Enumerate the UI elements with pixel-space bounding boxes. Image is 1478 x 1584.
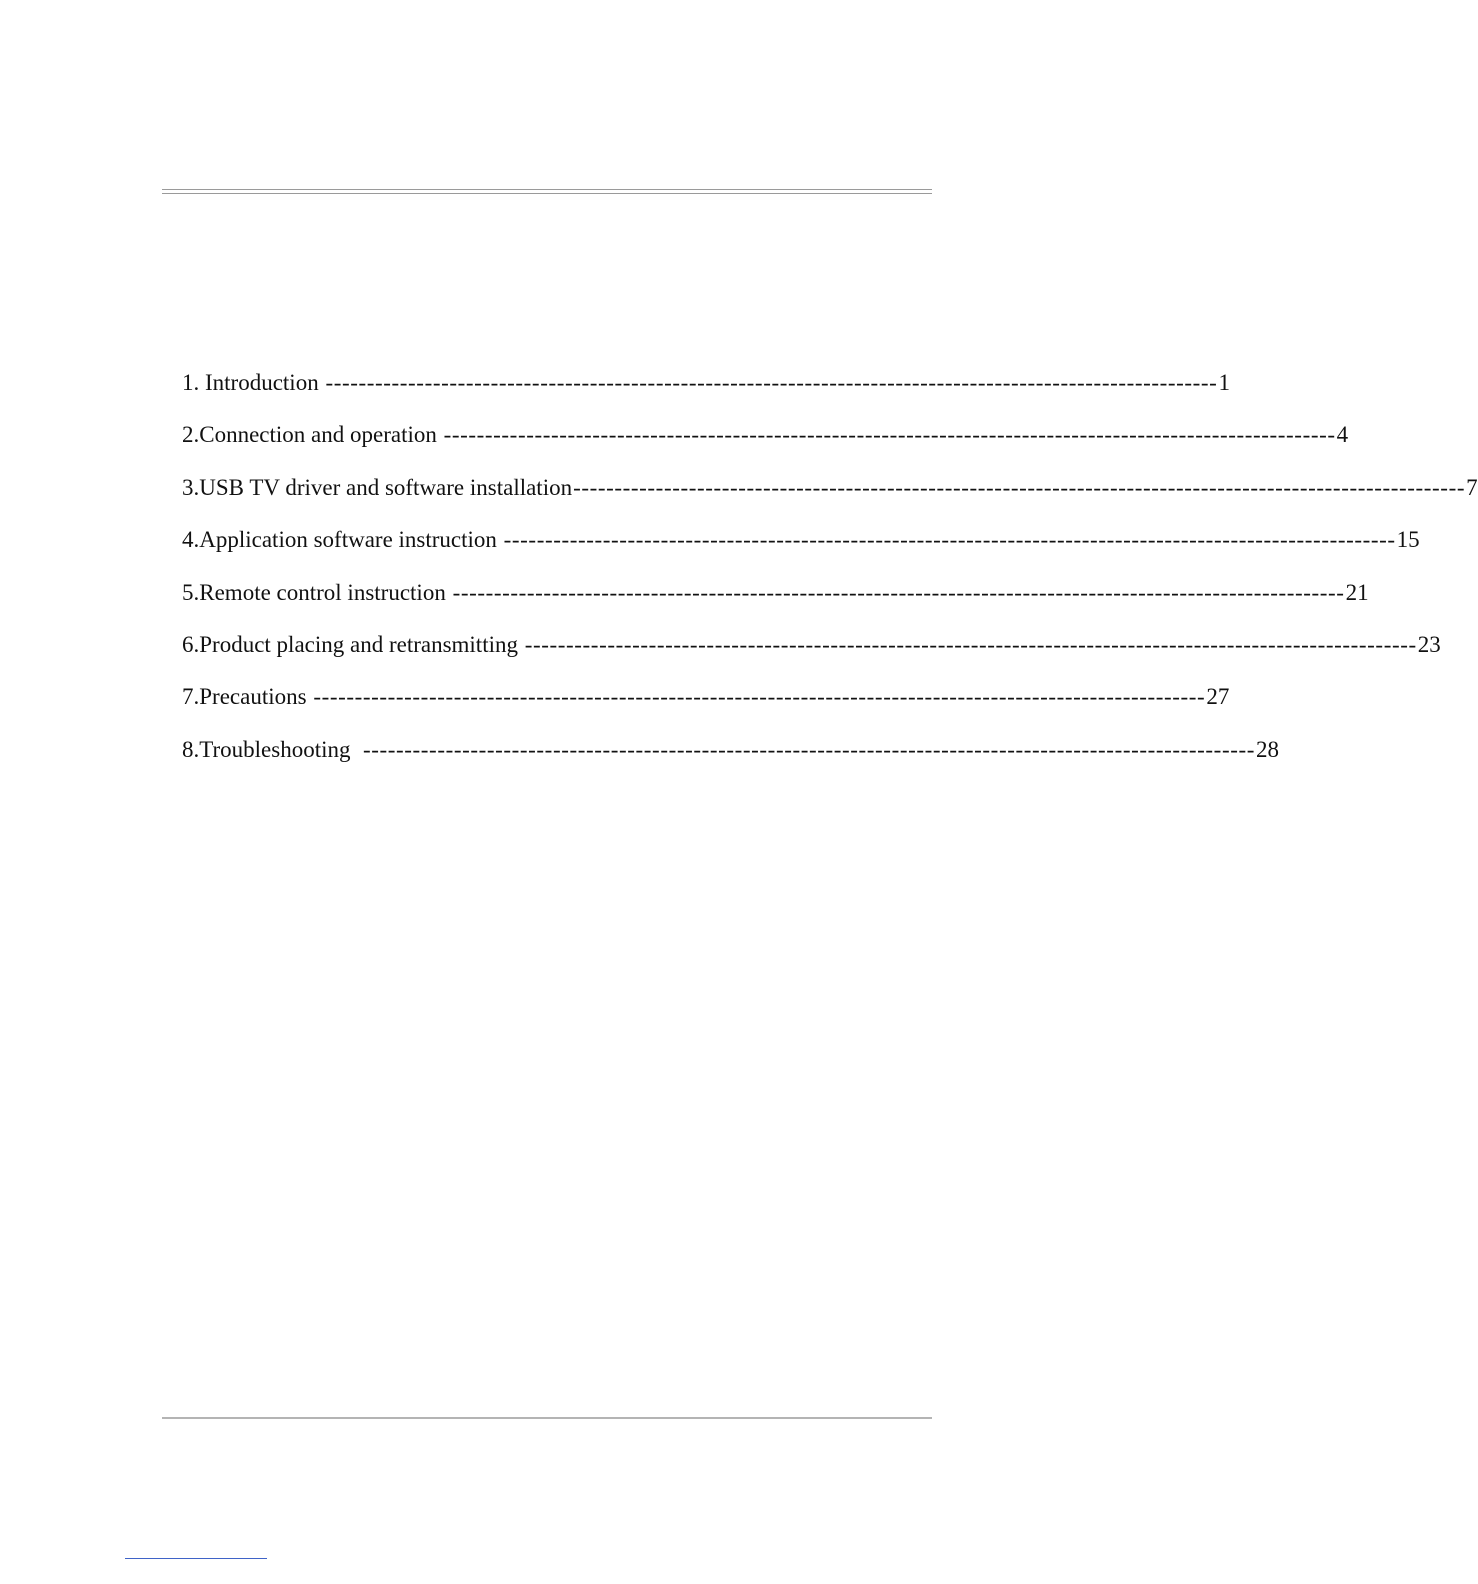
toc-entry-title: 5.Remote control instruction bbox=[182, 579, 452, 605]
toc-entry-title: 3.USB TV driver and software installation bbox=[182, 474, 573, 500]
toc-entry-title: 1. Introduction bbox=[182, 370, 325, 395]
toc-entry bbox=[182, 684, 1230, 736]
footer-rule bbox=[162, 1417, 932, 1419]
footnote-link-rule bbox=[125, 1558, 267, 1559]
toc-entry bbox=[182, 736, 1279, 789]
toc-dot-leader: ------------------------------------------------------------------------------------------------------------ bbox=[524, 631, 1417, 657]
toc-entry-title: 7.Precautions bbox=[182, 684, 313, 710]
table-of-contents bbox=[182, 370, 1478, 789]
toc-entry-page: 21 bbox=[1345, 579, 1369, 605]
toc-entry bbox=[182, 579, 1369, 632]
toc-entry-title: 2.Connection and operation bbox=[182, 422, 443, 448]
toc-entry-title: 8.Troubleshooting bbox=[182, 736, 362, 762]
toc-dot-leader: ------------------------------------------------------------------------------------------------------------ bbox=[503, 527, 1396, 553]
toc-dot-leader: ------------------------------------------------------------------------------------------------------------ bbox=[452, 579, 1345, 605]
header-rule bbox=[162, 189, 932, 194]
toc-entry bbox=[182, 631, 1441, 684]
toc-entry bbox=[182, 370, 1230, 422]
toc-entry-page: 1 bbox=[1218, 370, 1230, 395]
toc-dot-leader: ------------------------------------------------------------------------------------------------------------ bbox=[443, 422, 1336, 448]
toc-entry-page: 15 bbox=[1396, 527, 1420, 553]
toc-entry-page: 27 bbox=[1206, 684, 1230, 710]
toc-entry bbox=[182, 474, 1478, 527]
toc-entry-page: 28 bbox=[1255, 736, 1279, 762]
toc-dot-leader: ------------------------------------------------------------------------------------------------------------ bbox=[325, 370, 1218, 395]
toc-entry bbox=[182, 527, 1420, 579]
toc-entry-title: 6.Product placing and retransmitting bbox=[182, 631, 524, 657]
toc-dot-leader: ------------------------------------------------------------------------------------------------------------ bbox=[362, 736, 1255, 762]
toc-entry bbox=[182, 422, 1349, 474]
toc-entry-page: 7 bbox=[1466, 474, 1478, 500]
toc-dot-leader: ------------------------------------------------------------------------------------------------------------ bbox=[313, 684, 1206, 710]
toc-entry-title: 4.Application software instruction bbox=[182, 527, 503, 553]
toc-entry-page: 23 bbox=[1417, 631, 1441, 657]
toc-dot-leader: ------------------------------------------------------------------------------------------------------------ bbox=[573, 474, 1466, 500]
toc-entry-page: 4 bbox=[1336, 422, 1349, 448]
